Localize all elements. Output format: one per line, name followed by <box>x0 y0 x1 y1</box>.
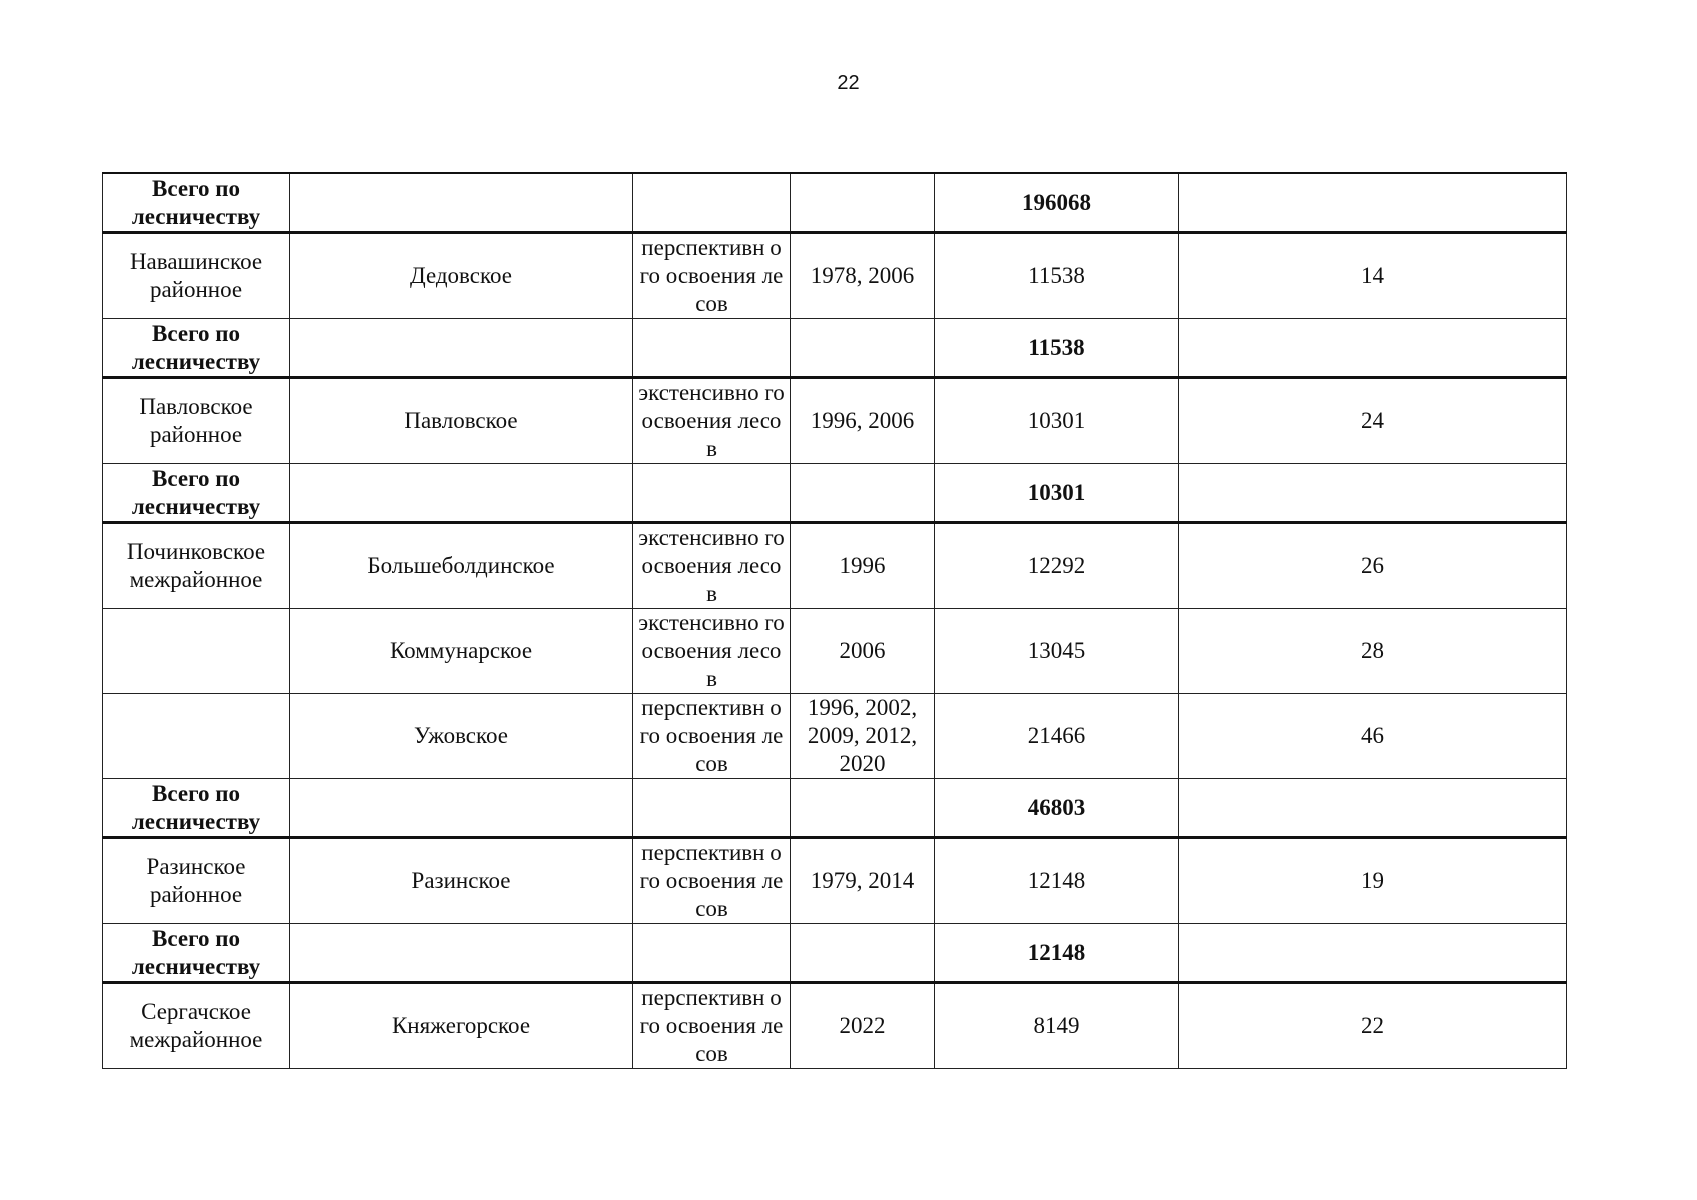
district-forestry-cell: Павловское <box>290 378 633 464</box>
forestry-name-cell: Всего по лесничеству <box>103 464 290 523</box>
year-cell: 2006 <box>791 609 935 694</box>
forestry-name-cell: Всего по лесничеству <box>103 173 290 233</box>
forestry-name-cell: Павловское районное <box>103 378 290 464</box>
forest-zone-cell <box>633 924 791 983</box>
district-forestry-cell: Ужовское <box>290 694 633 779</box>
district-forestry-cell: Разинское <box>290 838 633 924</box>
quarters-cell: 22 <box>1179 983 1567 1069</box>
table-row <box>103 609 1567 694</box>
forestry-name-cell: Починковское межрайонное <box>103 523 290 609</box>
forestry-name-cell: Всего по лесничеству <box>103 779 290 838</box>
forest-zone-cell <box>633 779 791 838</box>
area-cell: 8149 <box>935 983 1179 1069</box>
quarters-cell: 14 <box>1179 233 1567 319</box>
quarters-cell <box>1179 173 1567 233</box>
forest-zone-cell <box>633 464 791 523</box>
forest-zone-cell <box>633 319 791 378</box>
year-cell: 1996 <box>791 523 935 609</box>
year-cell <box>791 464 935 523</box>
area-cell: 10301 <box>935 464 1179 523</box>
district-forestry-cell <box>290 924 633 983</box>
area-cell: 21466 <box>935 694 1179 779</box>
table-body <box>103 173 1567 1069</box>
forest-zone-cell: перспективн ого освоения лесов <box>633 233 791 319</box>
area-cell: 12292 <box>935 523 1179 609</box>
total-row <box>103 319 1567 378</box>
table-row <box>103 233 1567 319</box>
quarters-cell: 46 <box>1179 694 1567 779</box>
total-row <box>103 464 1567 523</box>
year-cell <box>791 319 935 378</box>
year-cell: 1979, 2014 <box>791 838 935 924</box>
table-row <box>103 694 1567 779</box>
forest-zone-cell: перспективн ого освоения лесов <box>633 983 791 1069</box>
area-cell: 10301 <box>935 378 1179 464</box>
forestry-table <box>102 172 1567 1069</box>
area-cell: 11538 <box>935 233 1179 319</box>
forestry-name-cell <box>103 694 290 779</box>
quarters-cell: 24 <box>1179 378 1567 464</box>
forestry-name-cell <box>103 609 290 694</box>
forest-zone-cell: экстенсивно го освоения лесов <box>633 523 791 609</box>
area-cell: 12148 <box>935 924 1179 983</box>
total-row <box>103 924 1567 983</box>
year-cell <box>791 924 935 983</box>
forest-zone-cell <box>633 173 791 233</box>
quarters-cell <box>1179 464 1567 523</box>
district-forestry-cell: Дедовское <box>290 233 633 319</box>
page-number: 22 <box>837 72 860 94</box>
forestry-name-cell: Сергачское межрайонное <box>103 983 290 1069</box>
quarters-cell <box>1179 924 1567 983</box>
forestry-name-cell: Навашинское районное <box>103 233 290 319</box>
table-row <box>103 378 1567 464</box>
forest-zone-cell: экстенсивно го освоения лесов <box>633 378 791 464</box>
year-cell: 1996, 2006 <box>791 378 935 464</box>
table-row <box>103 983 1567 1069</box>
year-cell: 2022 <box>791 983 935 1069</box>
area-cell: 11538 <box>935 319 1179 378</box>
area-cell: 46803 <box>935 779 1179 838</box>
quarters-cell <box>1179 779 1567 838</box>
forest-zone-cell: перспективн ого освоения лесов <box>633 694 791 779</box>
forestry-name-cell: Всего по лесничеству <box>103 924 290 983</box>
forestry-name-cell: Всего по лесничеству <box>103 319 290 378</box>
total-row <box>103 173 1567 233</box>
area-cell: 13045 <box>935 609 1179 694</box>
district-forestry-cell <box>290 173 633 233</box>
forest-zone-cell: перспективн ого освоения лесов <box>633 838 791 924</box>
district-forestry-cell <box>290 464 633 523</box>
total-row <box>103 779 1567 838</box>
table-row <box>103 523 1567 609</box>
district-forestry-cell: Княжегорское <box>290 983 633 1069</box>
quarters-cell: 26 <box>1179 523 1567 609</box>
area-cell: 196068 <box>935 173 1179 233</box>
table-row <box>103 838 1567 924</box>
forest-zone-cell: экстенсивно го освоения лесов <box>633 609 791 694</box>
area-cell: 12148 <box>935 838 1179 924</box>
quarters-cell <box>1179 319 1567 378</box>
district-forestry-cell <box>290 779 633 838</box>
district-forestry-cell: Коммунарское <box>290 609 633 694</box>
district-forestry-cell: Большеболдинское <box>290 523 633 609</box>
forestry-name-cell: Разинское районное <box>103 838 290 924</box>
year-cell <box>791 173 935 233</box>
year-cell: 1978, 2006 <box>791 233 935 319</box>
year-cell: 1996, 2002, 2009, 2012, 2020 <box>791 694 935 779</box>
year-cell <box>791 779 935 838</box>
district-forestry-cell <box>290 319 633 378</box>
quarters-cell: 28 <box>1179 609 1567 694</box>
quarters-cell: 19 <box>1179 838 1567 924</box>
